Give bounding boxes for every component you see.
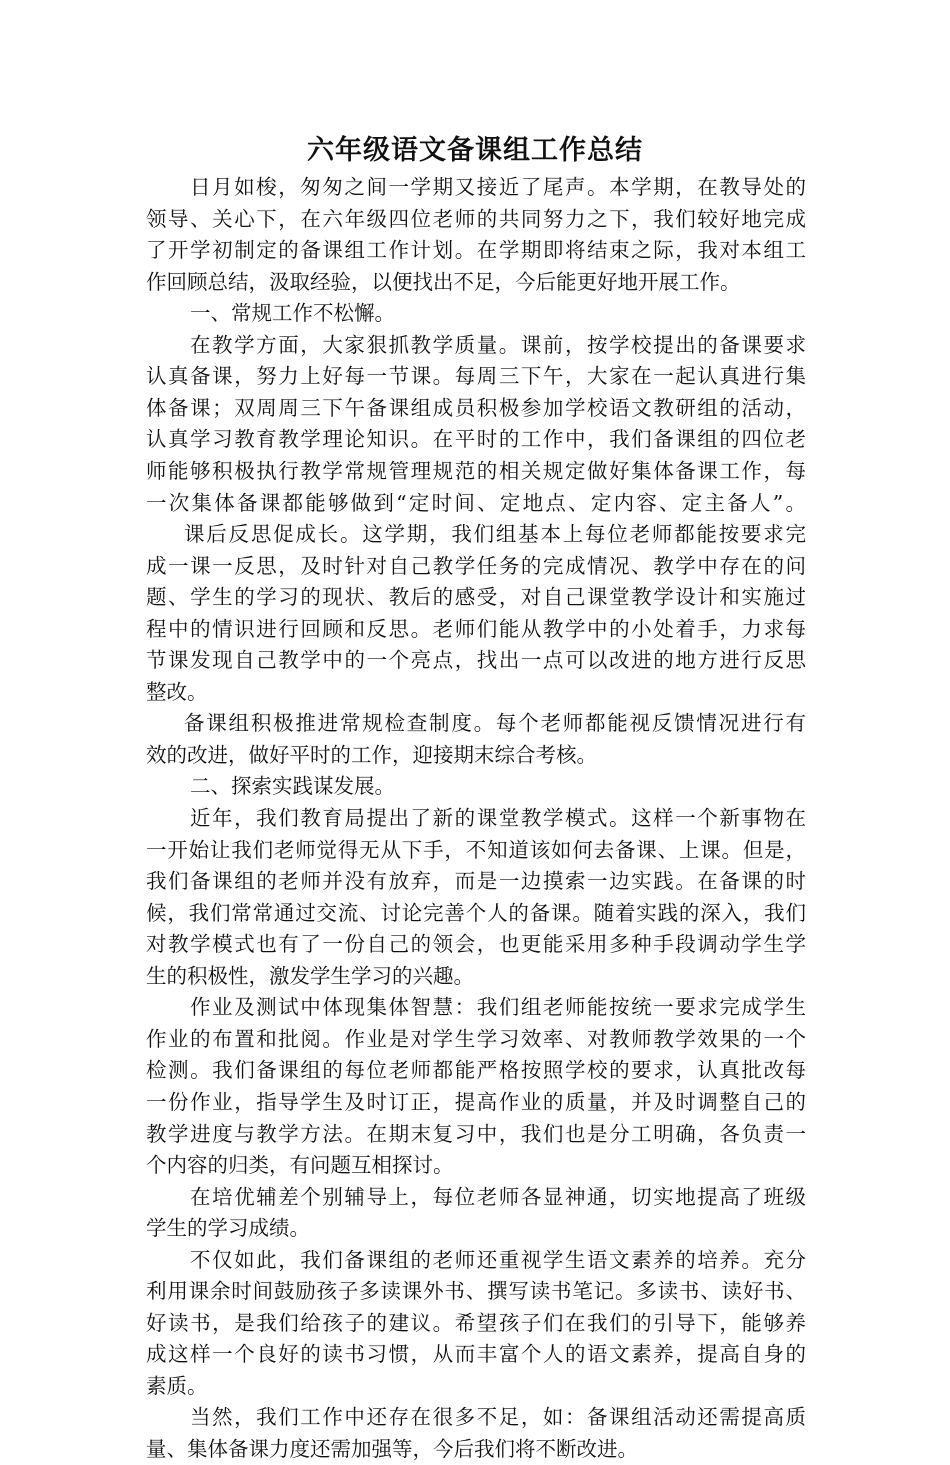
body-line: 我们备课组的老师并没有放弃，而是一边摸索一边实践。在备课的时 bbox=[146, 869, 806, 894]
body-line: 程中的情识进行回顾和反思。老师们能从教学中的小处着手，力求每 bbox=[146, 616, 806, 641]
body-line: 日月如梭，匆匆之间一学期又接近了尾声。本学期，在教导处的 bbox=[190, 175, 806, 199]
body-line: 作业的布置和批阅。作业是对学生学习效率、对教师教学效果的一个 bbox=[146, 1026, 806, 1051]
body-line: 作回顾总结，汲取经验，以便找出不足，今后能更好地开展工作。 bbox=[146, 269, 741, 294]
body-line: 对教学模式也有了一份自己的领会，也更能采用多种手段调动学生学 bbox=[146, 932, 806, 957]
body-line: 课后反思促成长。这学期，我们组基本上每位老师都能按要求完 bbox=[184, 522, 806, 547]
body-line: 了开学初制定的备课组工作计划。在学期即将结束之际，我对本组工 bbox=[146, 238, 806, 263]
body-line: 认真备课，努力上好每一节课。每周三下午，大家在一起认真进行集 bbox=[146, 364, 806, 389]
body-line: 师能够积极执行教学常规管理规范的相关规定做好集体备课工作，每 bbox=[146, 458, 806, 483]
body-line: 领导、关心下，在六年级四位老师的共同努力之下，我们较好地完成 bbox=[146, 206, 806, 231]
body-line: 学生的学习成绩。 bbox=[146, 1216, 310, 1241]
body-line: 不仅如此，我们备课组的老师还重视学生语文素养的培养。充分 bbox=[190, 1247, 806, 1272]
body-line: 量、集体备课力度还需加强等，今后我们将不断改进。 bbox=[146, 1437, 638, 1461]
body-line: 候，我们常常通过交流、讨论完善个人的备课。随着实践的深入，我们 bbox=[146, 900, 806, 925]
body-line: 检测。我们备课组的每位老师都能严格按照学校的要求，认真批改每 bbox=[146, 1058, 806, 1083]
body-line: 节课发现自己教学中的一个亮点，找出一点可以改进的地方进行反思 bbox=[146, 648, 806, 673]
body-line: 备课组积极推进常规检查制度。每个老师都能视反馈情况进行有 bbox=[184, 711, 806, 736]
body-line: 一次集体备课都能够做到“定时间、定地点、定内容、定主备人”。 bbox=[146, 490, 806, 515]
body-line: 利用课余时间鼓励孩子多读课外书、撰写读书笔记。多读书、读好书、 bbox=[146, 1279, 806, 1304]
body-line: 成这样一个良好的读书习惯，从而丰富个人的语文素养，提高自身的 bbox=[146, 1342, 806, 1367]
body-line: 近年，我们教育局提出了新的课堂教学模式。这样一个新事物在 bbox=[190, 806, 806, 830]
body-line: 一、常规工作不松懈。 bbox=[190, 301, 395, 326]
body-line: 整改。 bbox=[146, 679, 208, 704]
body-line: 二、探索实践谋发展。 bbox=[190, 774, 395, 799]
body-line: 作业及测试中体现集体智慧：我们组老师能按统一要求完成学生 bbox=[190, 995, 806, 1020]
body-line: 认真学习教育教学理论知识。在平时的工作中，我们备课组的四位老 bbox=[146, 427, 806, 452]
body-line: 成一课一反思，及时针对自己教学任务的完成情况、教学中存在的问 bbox=[146, 553, 806, 578]
body-line: 体备课；双周周三下午备课组成员积极参加学校语文教研组的活动， bbox=[146, 395, 806, 420]
body-line: 素质。 bbox=[146, 1373, 208, 1398]
document-title: 六年级语文备课组工作总结 bbox=[307, 135, 643, 166]
body-line: 个内容的归类，有问题互相探讨。 bbox=[146, 1153, 454, 1178]
body-line: 好读书，是我们给孩子的建议。希望孩子们在我们的引导下，能够养 bbox=[146, 1310, 806, 1335]
body-line: 效的改进，做好平时的工作，迎接期末综合考核。 bbox=[146, 742, 597, 767]
body-line: 在培优辅差个别辅导上，每位老师各显神通，切实地提高了班级 bbox=[190, 1184, 806, 1209]
body-line: 一份作业，指导学生及时订正，提高作业的质量，并及时调整自己的 bbox=[146, 1089, 806, 1114]
body-line: 题、学生的学习的现状、教后的感受，对自己课堂教学设计和实施过 bbox=[146, 585, 806, 610]
body-line: 教学进度与教学方法。在期末复习中，我们也是分工明确，各负责一 bbox=[146, 1121, 806, 1146]
body-line: 当然，我们工作中还存在很多不足，如：备课组活动还需提高质 bbox=[190, 1405, 806, 1430]
body-line: 一开始让我们老师觉得无从下手，不知道该如何去备课、上课。但是， bbox=[146, 837, 806, 862]
body-line: 在教学方面，大家狠抓教学质量。课前，按学校提出的备课要求 bbox=[190, 332, 806, 357]
body-line: 生的积极性，激发学生学习的兴趣。 bbox=[146, 963, 474, 988]
